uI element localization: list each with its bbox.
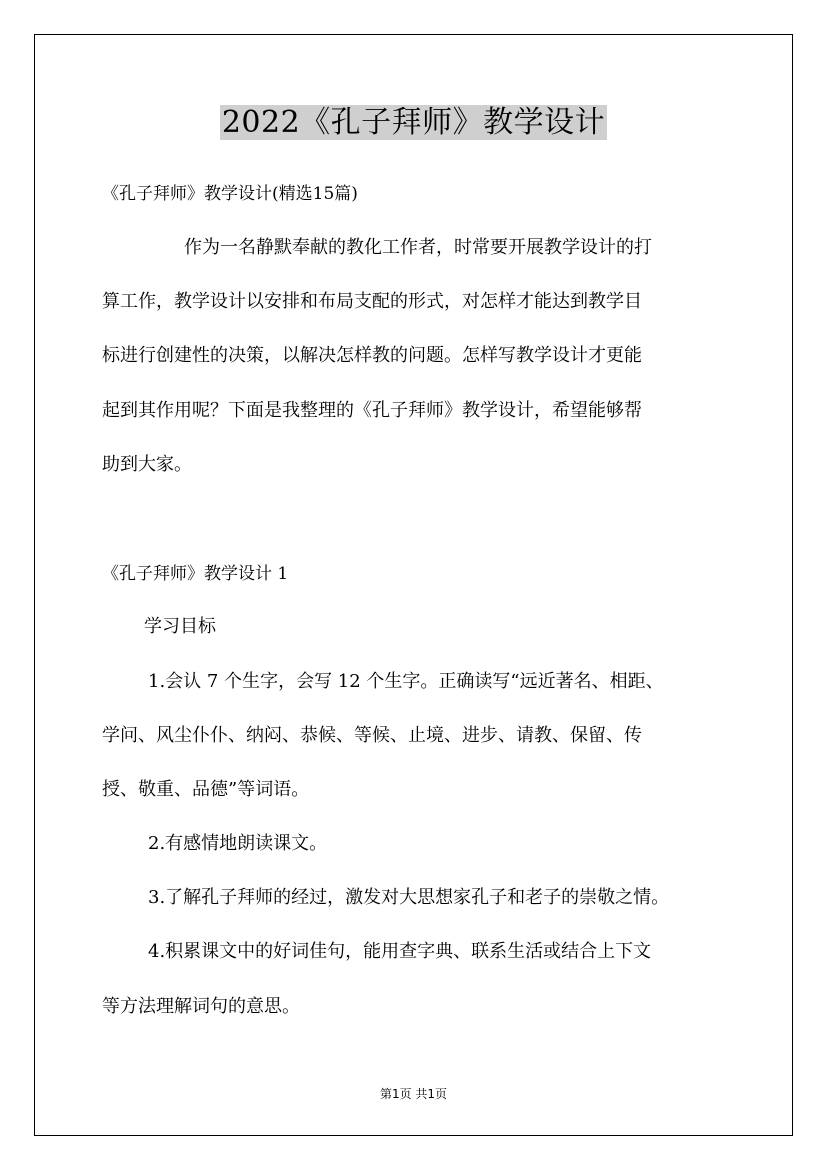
document-subtitle: 《孔子拜师》教学设计(精选15篇) [102, 184, 358, 204]
objective-line-5: 3.了解孔子拜师的经过，激发对大思想家孔子和老子的崇敬之情。 [148, 887, 670, 908]
objective-line-1: 1.会认 7 个生字，会写 12 个生字。正确读写“远近著名、相距、 [148, 671, 664, 692]
objective-line-3: 授、敬重、品德”等词语。 [102, 779, 310, 800]
objective-line-2: 学问、风尘仆仆、纳闷、恭候、等候、止境、进步、请教、保留、传 [102, 725, 642, 746]
objective-line-6: 4.积累课文中的好词佳句，能用查字典、联系生活或结合上下文 [148, 941, 652, 962]
section-1-subheading: 学习目标 [144, 616, 216, 637]
intro-line-2: 算工作，教学设计以安排和布局支配的形式，对怎样才能达到教学目 [102, 291, 642, 312]
intro-line-4: 起到其作用呢？下面是我整理的《孔子拜师》教学设计，希望能够帮 [102, 400, 642, 421]
objective-line-4: 2.有感情地朗读课文。 [148, 833, 328, 854]
section-1-heading: 《孔子拜师》教学设计 1 [102, 564, 289, 584]
intro-line-1: 作为一名静默奉献的教化工作者，时常要开展教学设计的打 [184, 237, 652, 258]
document-title-text: 2022《孔子拜师》教学设计 [221, 105, 606, 140]
page-footer: 第1页 共1页 [379, 1087, 448, 1101]
document-title [0, 103, 827, 143]
objective-line-7: 等方法理解词句的意思。 [102, 996, 300, 1017]
intro-line-3: 标进行创建性的决策，以解决怎样教的问题。怎样写教学设计才更能 [102, 345, 642, 366]
intro-line-5: 助到大家。 [102, 454, 192, 475]
